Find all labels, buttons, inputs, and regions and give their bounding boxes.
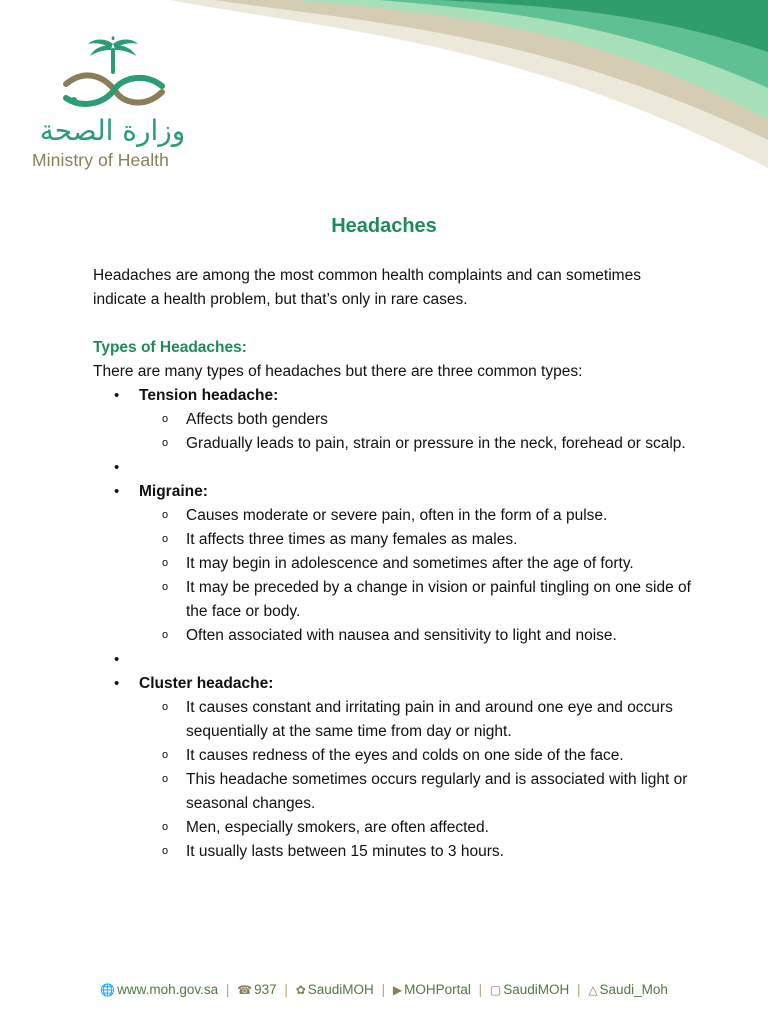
footer-contact-bar [0, 982, 768, 997]
list-item: o Causes moderate or severe pain, often in the form of a pulse. [139, 504, 693, 528]
list-item: o It causes redness of the eyes and colds on one side of the face. [139, 744, 693, 768]
list-item: o It affects three times as many females as males. [139, 528, 693, 552]
ministry-logo [30, 36, 200, 176]
list-item-migraine [93, 480, 693, 648]
divider: | [225, 982, 230, 997]
divider: | [284, 982, 288, 997]
twitter-icon: ✿ [295, 983, 306, 997]
spacer [93, 648, 693, 672]
logo-arabic-text: وزارة الصحة [39, 114, 186, 147]
list-item: o It causes constant and irritating pain in and around one eye and occurs sequentially at the same time from day or night. [139, 696, 693, 744]
spacer [93, 456, 693, 480]
page-title: Headaches [331, 215, 437, 237]
section-heading: Types of Headaches: [93, 339, 247, 356]
footer-twitter-link[interactable]: SaudiMOH [307, 982, 374, 997]
palm-swords-emblem-icon [48, 36, 178, 114]
list-item-cluster [93, 672, 693, 864]
divider: | [577, 982, 581, 997]
sub-list [139, 408, 693, 456]
list-item: o Gradually leads to pain, strain or pressure in the neck, forehead or scalp. [139, 432, 693, 456]
logo-english-text: Ministry of Health [32, 150, 169, 170]
document-body [93, 264, 693, 864]
list-item: o Often associated with nausea and sensitivity to light and noise. [139, 624, 693, 648]
headache-types-list [93, 384, 693, 864]
list-item: o It may begin in adolescence and sometimes after the age of forty. [139, 552, 693, 576]
footer-facebook-link[interactable]: SaudiMOH [503, 982, 570, 997]
list-item: o It may be preceded by a change in vision or painful tingling on one side of the face or body. [139, 576, 693, 624]
list-item-tension [93, 384, 693, 456]
list-item: o This headache sometimes occurs regularly and is associated with light or seasonal changes. [139, 768, 693, 816]
sub-list [139, 504, 693, 648]
divider: | [381, 982, 386, 997]
globe-icon: 🌐 [100, 983, 116, 997]
sub-list [139, 696, 693, 864]
instagram-icon: ▢ [489, 983, 502, 997]
intro-paragraph: Headaches are among the most common health complaints and can sometimes indicate a health problem, but that’s only in rare cases. [93, 267, 641, 308]
snapchat-icon: △ [588, 983, 598, 997]
group-label: Tension headache: [139, 387, 279, 404]
list-item: o Men, especially smokers, are often affected. [139, 816, 693, 840]
footer-website-link[interactable]: www.moh.gov.sa [117, 982, 219, 997]
youtube-icon: ▶ [392, 983, 403, 997]
footer-phone[interactable]: 937 [254, 982, 277, 997]
group-label: Cluster headache: [139, 675, 274, 692]
group-label: Migraine: [139, 483, 208, 500]
divider: | [478, 982, 483, 997]
phone-icon: ☎ [237, 983, 253, 997]
list-item: o Affects both genders [139, 408, 693, 432]
footer-snapchat-link[interactable]: Saudi_Moh [599, 982, 668, 997]
footer-youtube-link[interactable]: MOHPortal [404, 982, 471, 997]
list-item: o It usually lasts between 15 minutes to 3 hours. [139, 840, 693, 864]
section-lead: There are many types of headaches but there are three common types: [93, 363, 583, 380]
